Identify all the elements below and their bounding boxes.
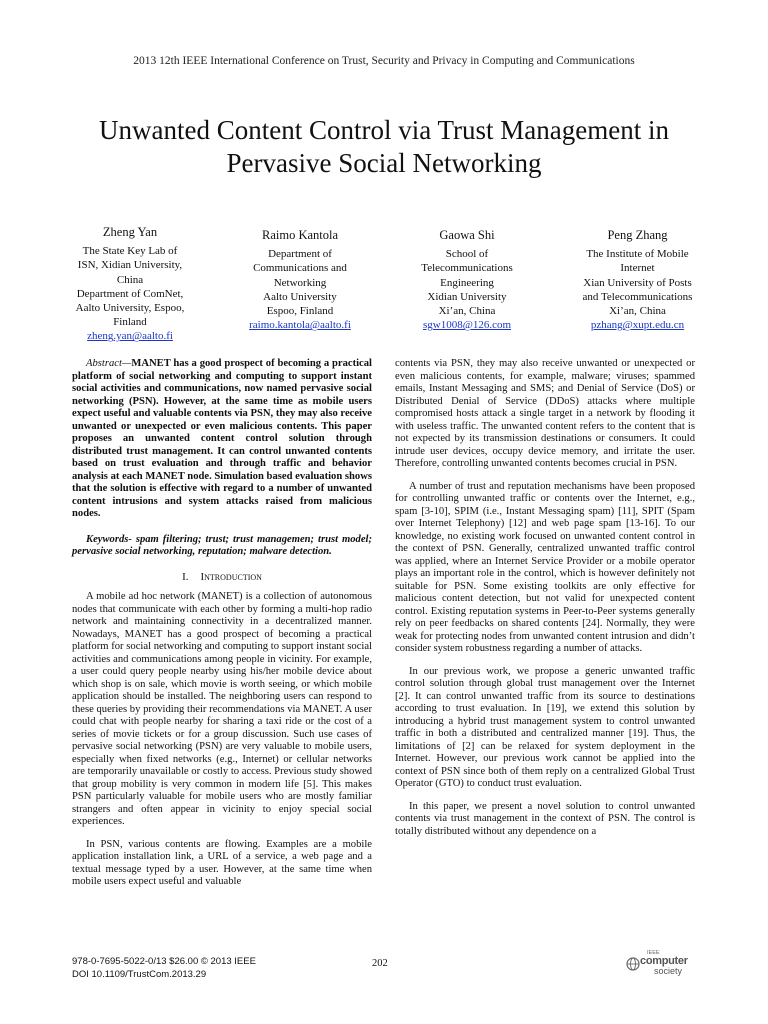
paragraph: In this paper, we present a novel solution to control unwanted contents via trust management in the context of PSN. The control is totally distributed without any dependence on a (395, 800, 695, 837)
affiliation-line: Finland (113, 316, 147, 329)
author-email-link[interactable]: raimo.kantola@aalto.fi (249, 319, 351, 332)
affiliation-line: Telecommunications (421, 262, 513, 275)
abstract-text: MANET has a good prospect of becoming a practical platform of social networking and computing to support instant social activities and communications, now named pervasive social networking (PSN). However, at the same time as mobile users expect useful and valuable contents via PSN, they may also receive unwanted or unexpected or even malicious contents. This paper proposes an unwanted content control solution through distributed trust management. It can control unwanted contents based on trust evaluation and through traffic and behavior analysis at each MANET node. Simulation based evaluation shows that the solution is effective with regard to a number of unwanted content intrusions and system attacks raised from malicious nodes. (72, 358, 372, 519)
footer-isbn: 978-0-7695-5022-0/13 $26.00 © 2013 IEEE (72, 956, 256, 967)
logo-ieee-text: IEEE (647, 950, 660, 956)
affiliation-line: Communications and (253, 262, 347, 275)
ieee-computer-society-logo (622, 950, 702, 980)
section-number: I. (182, 570, 189, 583)
section-title: Introduction (200, 570, 262, 583)
footer-publication-info (72, 956, 256, 981)
author-name: Zheng Yan (102, 225, 158, 239)
paper-title-line-2: Pervasive Social Networking (226, 148, 542, 178)
paragraph: A number of trust and reputation mechanisms have been proposed for controlling unwanted traffic or contents over the Internet, e.g., spam [3-10], SPIM (i.e., Instant Messaging spam) [11], SPIT (Spam over Internet Telephony) [12] and web page spam [13-16]. To our knowledge, no existing work focused on unwanted content control in the context of PSN. Generally, centralized unwanted traffic control was applied, where an Internet Service Provider or a mobile operator plays an important role in the control, which is however definitely not suitable for PSN. Some existing toolkits are only effective for malicious content detection, but not valid for unexpected content control. Existing reputation systems in Peer-to-Peer systems generally rely on peer feedbacks on shared contents [24]. Normally, they were weak for protecting nodes from unwanted content intrusion and didn’t consider system robustness regarding a number of attacks. (395, 480, 695, 654)
author-name: Gaowa Shi (439, 228, 495, 242)
affiliation-line: Networking (273, 276, 327, 289)
author-email-link[interactable]: zheng.yan@aalto.fi (87, 330, 173, 343)
affiliation-line: Department of ComNet, (76, 287, 184, 300)
keywords: Keywords- spam filtering; trust; trust managemen; trust model; pervasive social networking, reputation; malware detection. (72, 533, 372, 557)
affiliation-line: Xidian University (427, 290, 507, 303)
affiliation-line: China (116, 273, 144, 286)
author-name: Raimo Kantola (261, 228, 339, 242)
paragraph: In PSN, various contents are flowing. Examples are a mobile application installation link, a URL of a service, a web page and a textual message typed by a user. However, at the same time when mobile users expect useful and valuable (72, 838, 372, 887)
paper-title (40, 114, 728, 180)
author-email-link[interactable]: sgw1008@126.com (422, 319, 512, 332)
author-4 (560, 228, 715, 332)
paper-title-line-1: Unwanted Content Control via Trust Management in (99, 115, 669, 145)
affiliation-line: Engineering (440, 276, 494, 289)
paragraph: contents via PSN, they may also receive unwanted or unexpected or even malicious contents, for example, malware; viruses; spammed emails, Instant Messaging and SMS; and Denial of Service (DoS) or Distributed Denial of Service (DDoS) attacks where multiple compromised hosts attack a single target in a network by flooding it with useless traffic. The unwanted content refers to the content that is not expected by its transmission destinations or consumers. It could intrude user devices, occupy device memory, and irritate the user. Therefore, controlling unwanted contents becomes crucial in PSN. (395, 358, 695, 469)
author-1 (55, 225, 205, 344)
affiliation-line: Department of (268, 248, 332, 261)
affiliation-line: The Institute of Mobile (586, 248, 689, 261)
affiliation-line: Aalto University, Espoo, (75, 302, 185, 315)
author-3 (392, 228, 542, 332)
logo-computer-text: computer (640, 955, 688, 967)
affiliation-line: Xi’an, China (609, 305, 666, 318)
conference-header: 2013 12th IEEE International Conference on Trust, Security and Privacy in Computing and Communications (133, 55, 635, 67)
right-column (395, 358, 695, 848)
author-2 (225, 228, 375, 332)
affiliation-line: Aalto University (263, 290, 337, 303)
page-number: 202 (372, 958, 388, 969)
affiliation-line: Xi’an, China (438, 305, 496, 318)
abstract (72, 358, 372, 521)
author-email-link[interactable]: pzhang@xupt.edu.cn (590, 319, 685, 332)
affiliation-line: Espoo, Finland (266, 305, 334, 318)
affiliation-line: The State Key Lab of (82, 245, 178, 258)
abstract-dash: — (121, 358, 132, 369)
author-name: Peng Zhang (607, 228, 668, 242)
logo-society-text: society (654, 966, 683, 976)
affiliation-line: Internet (620, 262, 655, 275)
footer-doi: DOI 10.1109/TrustCom.2013.29 (72, 968, 207, 980)
paragraph: In our previous work, we propose a generic unwanted traffic control solution through global trust management over the Internet [2]. It can control unwanted traffic from its source to destinations according to trust evaluation. In [19], we extend this solution by introducing a hybrid trust management system to control unwanted traffic in both a distributed and centralized manner [19]. Thus, the limitations of [2] can be relaxed for system deployment in the Internet. However, our previous work cannot be applied into the context of PSN since both of them reply on a centralized Global Trust Operator (GTO) to conduct trust evaluation. (395, 665, 695, 789)
abstract-label: Abstract (86, 358, 122, 369)
affiliation-line: Xian University of Posts (583, 276, 692, 289)
affiliation-line: School of (445, 248, 489, 261)
globe-icon (626, 957, 640, 971)
section-heading-introduction (72, 571, 372, 584)
left-column (72, 358, 372, 899)
affiliation-line: and Telecommunications (582, 290, 693, 303)
affiliation-line: ISN, Xidian University, (77, 259, 183, 272)
paragraph: A mobile ad hoc network (MANET) is a collection of autonomous nodes that communicate with each other by forming a multi-hop radio network and maintaining connectivity in a decentralized manner. Nowadays, MANET has a good prospect of becoming a practical platform for social networking and computing to support instant social activities and communications among people in vicinity. For example, a user could query people nearby using his/her mobile device about which shop is on sale, which movie is worth seeing, or which mobile application should be installed. The neighboring users can respond to these queries by providing their recommendations via MANET. A user could chat with people nearby for sharing a taxi ride or the cost of a series of movie tickets or for a group discussion. Such use cases of pervasive social networking (PSN) are very valuable to mobile users, especially when fixed networks (e.g., Internet) or cellular networks are temporarily unavailable or costly to access. Previous study showed that group mobility is very common in modern life [5]. This makes PSN particularly valuable for mobile users who are mostly familiar strangers and often appear in vicinity to enjoy special social experiences. (72, 591, 372, 827)
